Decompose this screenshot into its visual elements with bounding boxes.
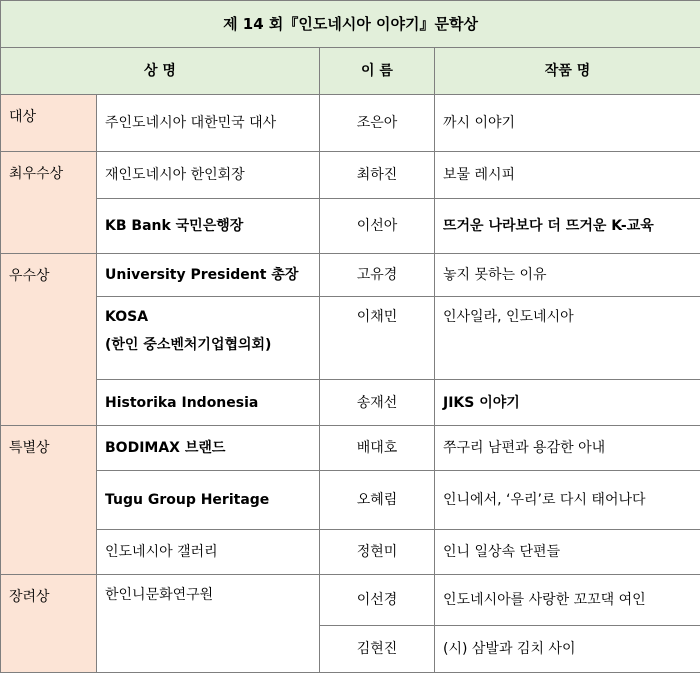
header-award: 상 명 xyxy=(1,48,320,95)
award-cell: 주인도네시아 대한민국 대사 xyxy=(97,95,320,152)
header-row xyxy=(1,48,700,95)
table-title: 제 14 회『인도네시아 이야기』문학상 xyxy=(1,1,700,48)
award-cell: Tugu Group Heritage xyxy=(97,471,320,530)
category-encouragement: 장려상 xyxy=(1,575,97,673)
name-cell: 정현미 xyxy=(320,530,435,575)
award-cell: 인도네시아 갤러리 xyxy=(97,530,320,575)
header-name: 이 름 xyxy=(320,48,435,95)
category-special: 특별상 xyxy=(1,426,97,575)
award-cell: BODIMAX 브랜드 xyxy=(97,426,320,471)
table-row xyxy=(1,426,700,471)
name-cell: 김현진 xyxy=(320,626,435,673)
name-cell: 최하진 xyxy=(320,152,435,199)
name-cell: 이채민 xyxy=(320,297,435,380)
award-cell xyxy=(97,297,320,380)
category-excellence: 우수상 xyxy=(1,254,97,426)
work-cell: 보물 레시피 xyxy=(435,152,700,199)
title-row xyxy=(1,1,700,48)
name-cell: 이선아 xyxy=(320,199,435,254)
award-main: KOSA xyxy=(105,307,319,327)
table-row xyxy=(1,199,700,254)
work-cell: JIKS 이야기 xyxy=(435,380,700,426)
work-cell: 까시 이야기 xyxy=(435,95,700,152)
award-cell: Historika Indonesia xyxy=(97,380,320,426)
name-cell: 송재선 xyxy=(320,380,435,426)
name-cell: 이선경 xyxy=(320,575,435,626)
table-row xyxy=(1,471,700,530)
header-work: 작품 명 xyxy=(435,48,700,95)
award-cell: 재인도네시아 한인회장 xyxy=(97,152,320,199)
table-row xyxy=(1,380,700,426)
work-cell: 인도네시아를 사랑한 꼬꼬댁 여인 xyxy=(435,575,700,626)
work-cell: 놓지 못하는 이유 xyxy=(435,254,700,297)
work-cell: 인사일라, 인도네시아 xyxy=(435,297,700,380)
table-row xyxy=(1,575,700,626)
work-cell: 뜨거운 나라보다 더 뜨거운 K-교육 xyxy=(435,199,700,254)
table-row xyxy=(1,530,700,575)
award-sub: (한인 중소벤처기업협의회) xyxy=(105,335,319,355)
award-cell: University President 총장 xyxy=(97,254,320,297)
table-row xyxy=(1,95,700,152)
name-cell: 오혜림 xyxy=(320,471,435,530)
work-cell: (시) 삼발과 김치 사이 xyxy=(435,626,700,673)
award-cell: 한인니문화연구원 xyxy=(97,575,320,673)
work-cell: 인니에서, ‘우리’로 다시 태어나다 xyxy=(435,471,700,530)
name-cell: 조은아 xyxy=(320,95,435,152)
table-row xyxy=(1,297,700,380)
table-row xyxy=(1,152,700,199)
work-cell: 인니 일상속 단편들 xyxy=(435,530,700,575)
category-grand: 대상 xyxy=(1,95,97,152)
name-cell: 고유경 xyxy=(320,254,435,297)
table-row xyxy=(1,254,700,297)
work-cell: 쭈구리 남편과 용감한 아내 xyxy=(435,426,700,471)
name-cell: 배대호 xyxy=(320,426,435,471)
category-best: 최우수상 xyxy=(1,152,97,254)
award-cell: KB Bank 국민은행장 xyxy=(97,199,320,254)
